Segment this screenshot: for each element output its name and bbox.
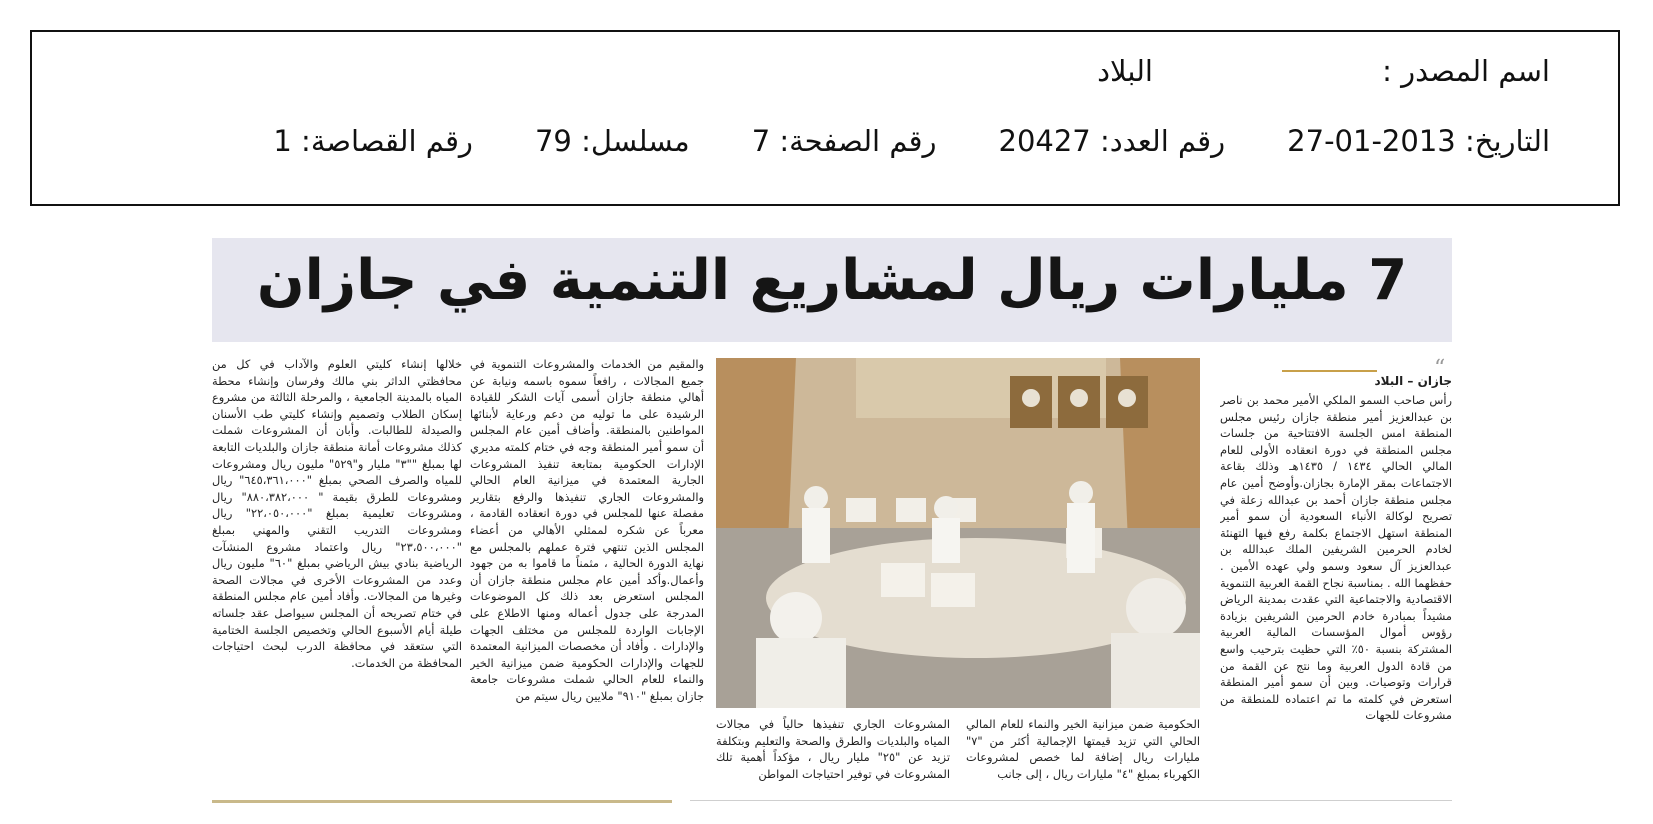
column-1-text: رأس صاحب السمو الملكي الأمير محمد بن ناصر بن عبدالعزيز أمير منطقة جازان رئيس مجلس المنطقة امس الجلسة الافتتاحية من جلسات مجلس المنطقة في دورة انعقاده الأولى للعام المالي الحالي ١٤٣٤ / ١٤٣٥هـ وذلك بقاعة الاجتماعات بمقر الإمارة بجازان.وأوضح أمين عام مجلس منطقة جازان أحمد بن عبدالله زعلة في تصريح لوكالة الأنباء السعودية أن سمو أمير المنطقة استهل الاجتماع بكلمة رفع فيها التهنئة لخادم الحرمين الشريفين الملك عبدالله بن عبدالعزيز آل سعود وسمو ولي عهده الأمين . حفظهما الله . بمناسبة نجاح القمة العربية التنموية الاقتصادية والاجتماعية التي عقدت بمدينة الرياض مشيداً بمبادرة خادم الحرمين الشريفين بزيادة رؤوس أموال المؤسسات المالية العربية المشتركة بنسبة ٥٠٪ التي حظيت بترحيب واسع من قادة الدول العربية وما نتج عن القمة من قرارات وتوصيات. وبين أن سمو أمير المنطقة استعرض في كلمته ما تم اعتماده للمنطقة من مشروعات للجهات	[1220, 393, 1452, 723]
clip-number-field: رقم القصاصة: 1	[273, 124, 473, 158]
headline-band	[212, 238, 1452, 342]
column-2-right-text: الحكومية ضمن ميزانية الخير والنماء للعام المالي الحالي التي تزيد قيمتها الإجمالية أكثر من "٧" مليارات ريال إضافة لما خصص لمشروعات الكهرباء بمبلغ "٤" مليارات ريال ، إلى جانب	[966, 717, 1200, 781]
quote-mark-icon: “	[1434, 356, 1446, 381]
column-2-left-text: المشروعات الجاري تنفيذها حالياً في مجالات المياه والبلديات والطرق والصحة والتعليم وبتكلفة تزيد عن "٢٥" مليار ريال ، مؤكداً أهمية تلك المشروعات في توفير احتياجات المواطن	[716, 717, 950, 781]
source-value: البلاد	[1097, 54, 1153, 88]
meeting-photo-illustration	[716, 358, 1200, 708]
metadata-row	[273, 124, 1550, 158]
bottom-rule-right	[690, 800, 1452, 801]
article-column-1	[1220, 392, 1452, 786]
issue-number-field: رقم العدد: 20427	[998, 124, 1226, 158]
meeting-photo	[716, 358, 1200, 708]
clipping-metadata-box	[30, 30, 1620, 206]
source-label: اسم المصدر :	[1382, 54, 1550, 88]
article-column-4	[212, 356, 462, 786]
serial-field: مسلسل: 79	[534, 124, 690, 158]
byline-rule	[1282, 370, 1377, 372]
page-number-field: رقم الصفحة: 7	[751, 124, 937, 158]
byline: جازان – البلاد	[1374, 374, 1452, 388]
column-4-text: خلالها إنشاء كليتي العلوم والآداب في كل من محافظتي الداثر بني مالك وفرسان وإنشاء محطة المياه بالمدينة الجامعية ، والمرحلة الثالثة من مشروع إسكان الطلاب وتصميم وإنشاء كليتي طب الأسنان والصيدلة للطالبات. وأبان أن المشروعات شملت كذلك مشروعات أمانة منطقة جازان والبلديات التابعة لها بمبلغ ""٣" مليار و"٥٢٩" مليون ريال ومشروعات للمياه والصرف الصحي بمبلغ "٦٤٥،٣٦١،٠٠٠" ريال ومشروعات للطرق بقيمة " ٨٨٠،٣٨٢،٠٠٠" ريال ومشروعات تعليمية بمبلغ "٢٢،٠٥٠،٠٠٠" ريال ومشروعات التدريب التقني والمهني بمبلغ "٢٣،٥٠٠،٠٠٠" ريال واعتماد مشروع المنشآت الرياضية بنادي بيش الرياضي بمبلغ "٦٠" مليون ريال وعدد من المشروعات الأخرى في مجالات الصحة وغيرها من المجالات. وأفاد أمين عام مجلس المنطقة في ختام تصريحه أن المجلس سيواصل عقد جلساته طيلة أيام الأسبوع الحالي وتخصيص الجلسة الختامية التي ستعقد في محافظة الدرب لبحث احتياجات المحافظة من الخدمات.	[212, 357, 462, 670]
date-field: التاريخ: 2013-01-27	[1287, 124, 1550, 158]
article-column-2	[716, 716, 1200, 786]
bottom-rule-left	[212, 800, 672, 803]
article-headline: 7 مليارات ريال لمشاريع التنمية في جازان	[256, 248, 1408, 313]
column-3-text: والمقيم من الخدمات والمشروعات التنموية في جميع المجالات ، رافعاً سموه باسمه ونيابة عن أهالي منطقة جازان أسمى آيات الشكر للقيادة الرشيدة على ما توليه من دعم ورعاية لأبنائها المواطنين بالمنطقة. وأضاف أمين عام المجلس أن سمو أمير المنطقة وجه في ختام كلمته مديري الإدارات الحكومية بمتابعة تنفيذ المشروعات الجارية المعتمدة في ميزانية العام الحالي والمشروعات الجاري تنفيذها والرفع بتقارير مفصلة عنها للمجلس في دورة انعقاده القادمة ، معرباً عن شكره لممثلي الأهالي من أعضاء المجلس الذين تنتهي فترة عملهم بالمجلس مع نهاية الدورة الحالية ، مثمناً ما قاموا به من جهود وأعمال.وأكد أمين عام مجلس منطقة جازان أن المجلس استعرض بعد ذلك كل الموضوعات المدرجة على جدول أعماله ومنها الاطلاع على الإجابات الواردة للمجلس من مختلف الجهات والإدارات . وأفاد أن مخصصات الميزانية المعتمدة للجهات والإدارات الحكومية ضمن ميزانية الخير والنماء للعام الحالي شملت مشروعات جامعة جازان بمبلغ "٩١٠" ملايين ريال سيتم من	[470, 357, 704, 703]
article-column-3	[470, 356, 704, 786]
